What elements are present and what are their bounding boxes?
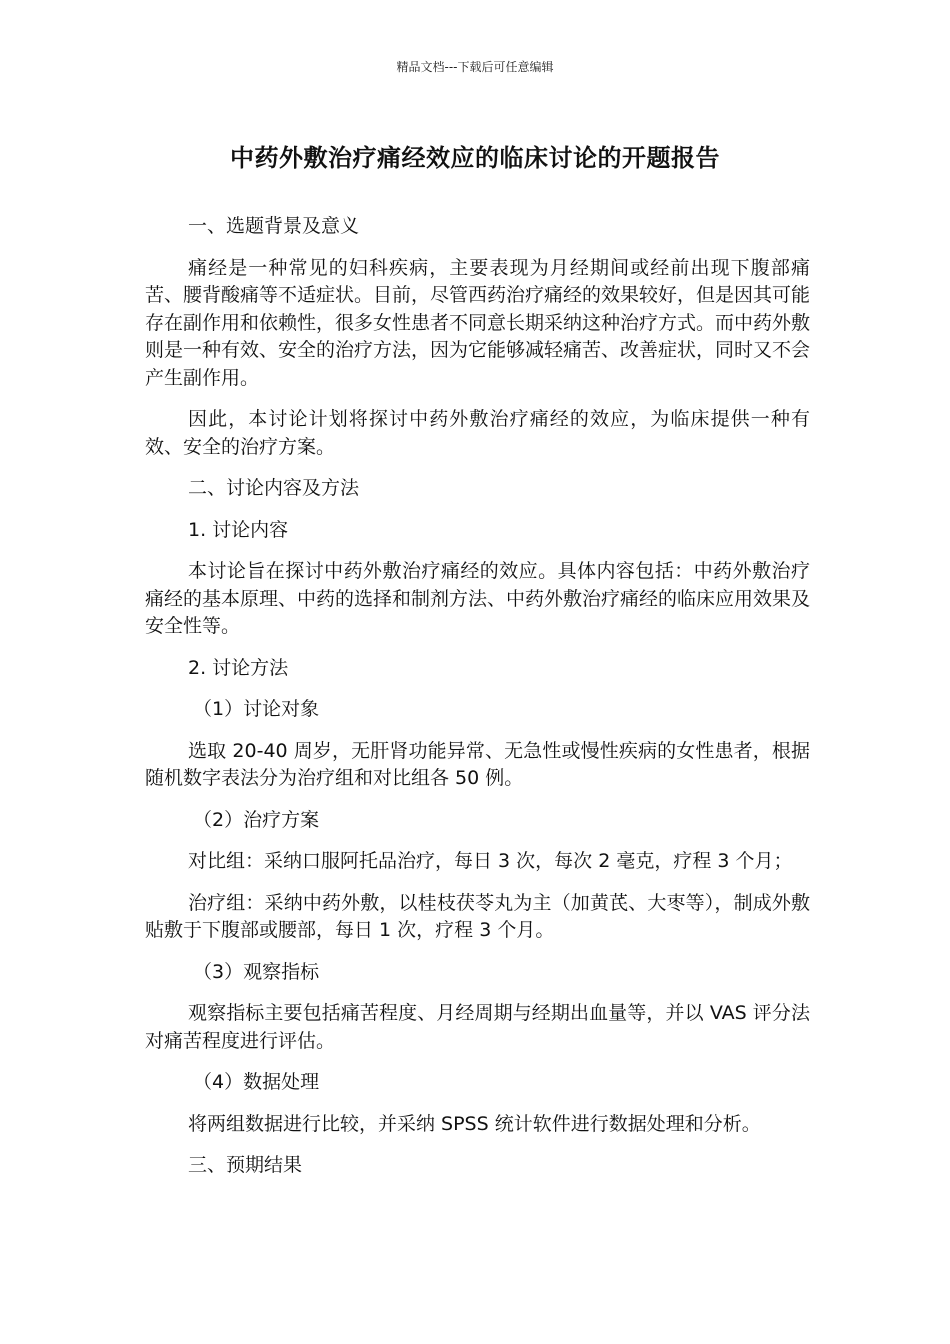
page-header-note: 精品文档---下载后可任意编辑 xyxy=(396,60,554,74)
paragraph-background: 痛经是一种常见的妇科疾病，主要表现为月经期间或经前出现下腹部痛苦、腰背酸痛等不适症状。目前，尽管西药治疗痛经的效果较好，但是因其可能存在副作用和依赖性，很多女性患者不同意长期采纳这种治疗方式。而中药外敷则是一种有效、安全的治疗方法，因为它能够减轻痛苦、改善症状，同时又不会产生副作用。 xyxy=(145,256,811,389)
section-heading-content-method: 二、讨论内容及方法 xyxy=(188,477,360,499)
section-heading-background: 一、选题背景及意义 xyxy=(188,215,360,237)
paragraph-treatment-group: 治疗组：采纳中药外敷，以桂枝茯苓丸为主（加黄芪、大枣等），制成外敷贴敷于下腹部或腰部，每日 1 次，疗程 3 个月。 xyxy=(145,891,810,941)
subsection-heading-method: 2. 讨论方法 xyxy=(188,656,289,679)
paragraph-subjects: 选取 20-40 周岁，无肝肾功能异常、无急性或慢性疾病的女性患者，根据随机数字表法分为治疗组和对比组各 50 例。 xyxy=(145,739,810,789)
paragraph-indicators: 观察指标主要包括痛苦程度、月经周期与经期出血量等，并以 VAS 评分法对痛苦程度进行评估。 xyxy=(145,1002,810,1052)
item-heading-treatment: （2）治疗方案 xyxy=(193,808,320,831)
subsection-heading-content: 1. 讨论内容 xyxy=(188,518,289,541)
item-heading-data-processing: （4）数据处理 xyxy=(193,1071,320,1093)
item-heading-indicators: （3）观察指标 xyxy=(193,960,320,983)
section-heading-expected-results: 三、预期结果 xyxy=(188,1154,303,1176)
document-title: 中药外敷治疗痛经效应的临床讨论的开题报告 xyxy=(230,144,720,172)
item-heading-subjects: （1）讨论对象 xyxy=(193,698,320,720)
document-body xyxy=(145,213,810,1194)
paragraph-data-processing: 将两组数据进行比较，并采纳 SPSS 统计软件进行数据处理和分析。 xyxy=(188,1112,761,1135)
paragraph-content: 本讨论旨在探讨中药外敷治疗痛经的效应。具体内容包括：中药外敷治疗痛经的基本原理、中药的选择和制剂方法、中药外敷治疗痛经的临床应用效果及安全性等。 xyxy=(145,560,811,637)
paragraph-control-group: 对比组：采纳口服阿托品治疗，每日 3 次，每次 2 毫克，疗程 3 个月； xyxy=(188,850,793,872)
paragraph-purpose: 因此，本讨论计划将探讨中药外敷治疗痛经的效应，为临床提供一种有效、安全的治疗方案。 xyxy=(145,408,810,458)
